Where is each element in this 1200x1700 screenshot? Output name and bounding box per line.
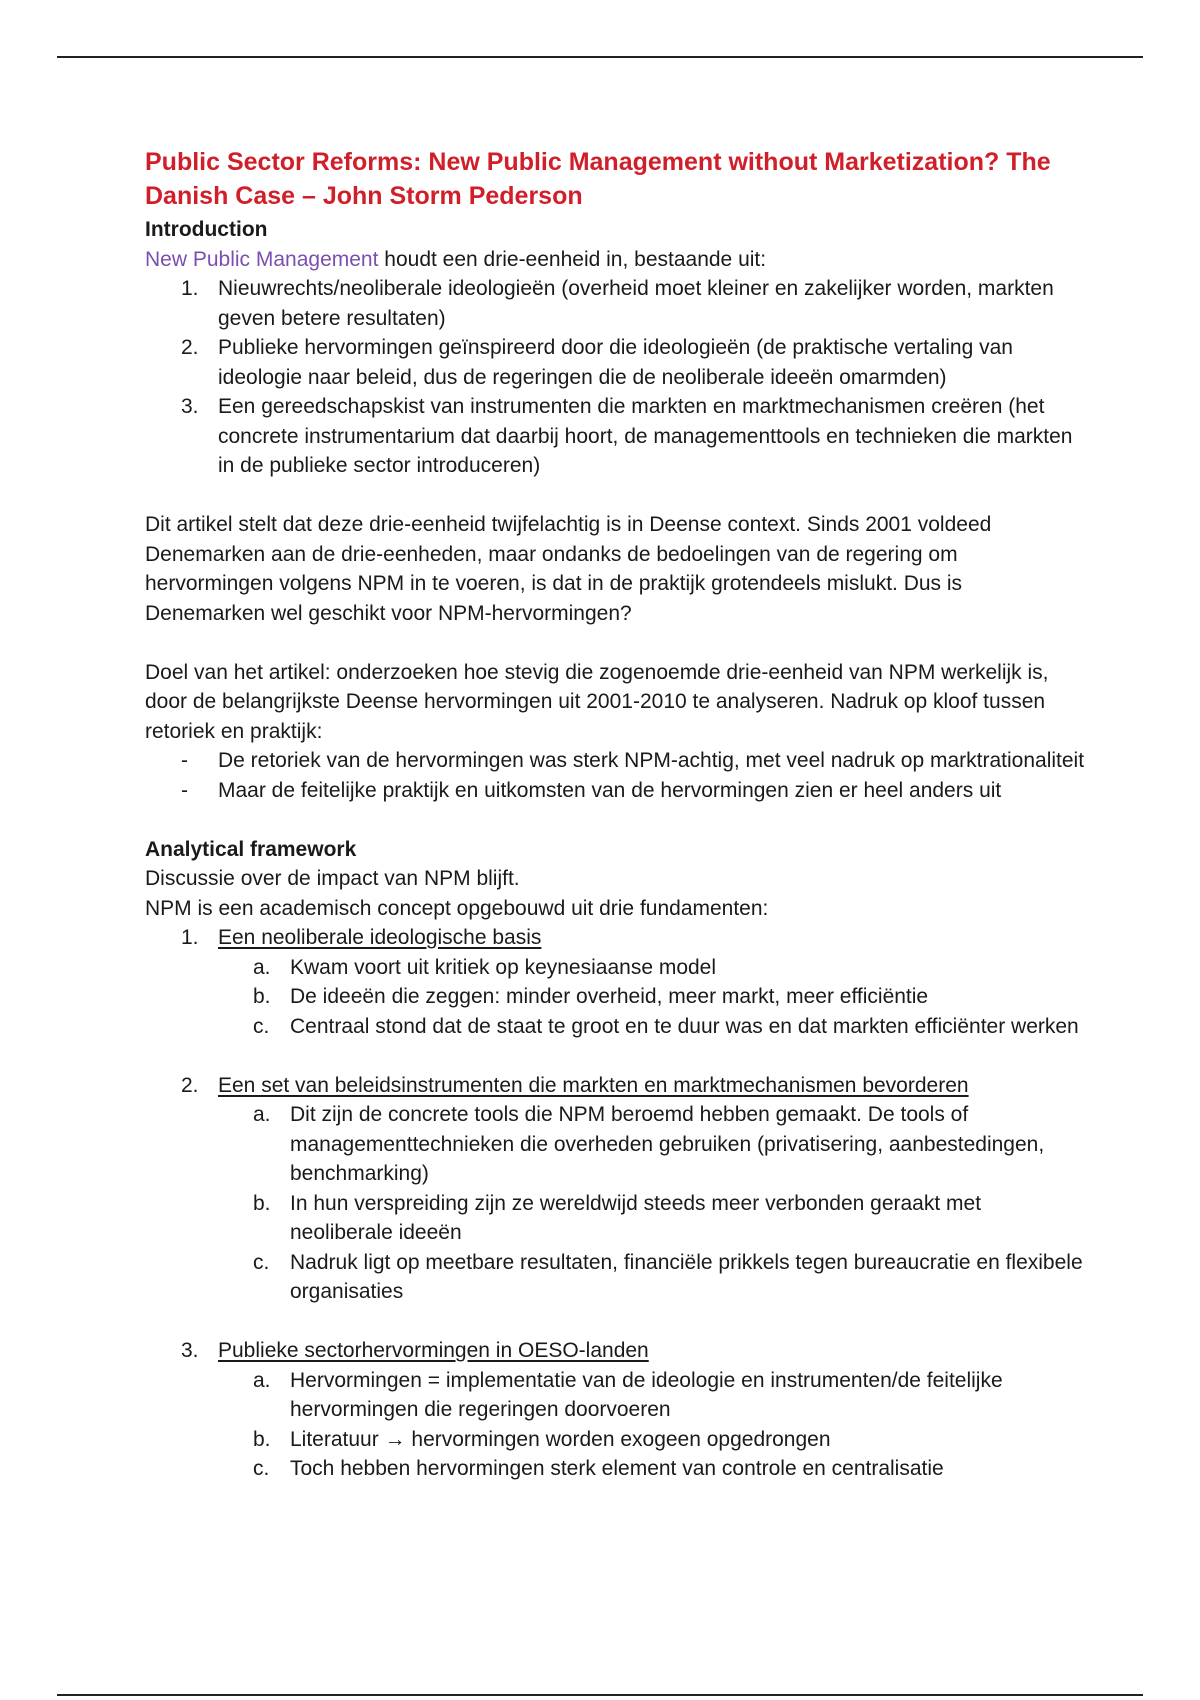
framework-section-2 [145, 1071, 1085, 1101]
sub-item-text: Nadruk ligt op meetbare resultaten, financiële prikkels tegen bureaucratie en flexibele organisaties [290, 1250, 1083, 1303]
sub-item-text: In hun verspreiding zijn ze wereldwijd steeds meer verbonden geraakt met neoliberale ideeën [290, 1191, 982, 1244]
rhetoric-practice-list [145, 746, 1085, 805]
intro-lead-rest: houdt een drie-eenheid in, bestaande uit: [378, 247, 767, 271]
sub-marker: a. [253, 955, 271, 979]
sub-marker: c. [253, 1457, 270, 1480]
sub-item-text: Toch hebben hervormingen sterk element van controle en centralisatie [290, 1457, 944, 1480]
introduction-heading: Introduction [145, 218, 268, 241]
framework-section-1 [145, 923, 1085, 953]
sub-item-text: De ideeën die zeggen: minder overheid, meer markt, meer efficiëntie [290, 985, 929, 1008]
sub-marker: b. [253, 1191, 271, 1215]
section-title: Een set van beleidsinstrumenten die markten en marktmechanismen bevorderen [218, 1073, 969, 1097]
npm-term: New Public Management [145, 247, 379, 271]
list-item-text: Maar de feitelijke praktijk en uitkomsten van de hervormingen zien er heel anders uit [218, 778, 1002, 802]
sub-item-text: Centraal stond dat de staat te groot en te duur was en dat markten efficiënter werken [290, 1014, 1079, 1038]
list-item [145, 333, 1085, 392]
list-item-text: De retoriek van de hervormingen was sterk NPM-achtig, met veel nadruk op marktrationaliteit [218, 749, 1085, 772]
section-title: Een neoliberale ideologische basis [218, 926, 542, 949]
intro-lead [145, 245, 1085, 275]
list-marker: 2. [181, 336, 199, 359]
list-marker: - [181, 778, 188, 802]
list-item [145, 392, 1085, 481]
sub-item [145, 1366, 1085, 1425]
sub-item [145, 1100, 1085, 1189]
trinity-list [145, 274, 1085, 481]
paragraph-context: Dit artikel stelt dat deze drie-eenheid twijfelachtig is in Deense context. Sinds 2001 voldeed Denemarken aan de drie-eenheden, maar ondanks de bedoelingen van de regering om hervormingen volgens NPM in te voeren, is dat in de praktijk grotendeels mislukt. Dus is Denemarken wel geschikt voor NPM-hervormingen? [145, 513, 992, 625]
sub-item-text: Kwam voort uit kritiek op keynesiaanse model [290, 955, 717, 979]
section-title: Publieke sectorhervormingen in OESO-landen [218, 1339, 649, 1362]
top-rule [57, 56, 1143, 58]
framework-heading: Analytical framework [145, 837, 357, 861]
sub-item [145, 1012, 1085, 1042]
sub-item-text: Literatuur → hervormingen worden exogeen opgedrongen [290, 1427, 831, 1451]
list-marker: - [181, 749, 188, 772]
bottom-rule [57, 1694, 1143, 1696]
sub-item [145, 953, 1085, 983]
list-item-text: Publieke hervormingen geïnspireerd door die ideologieën (de praktische vertaling van ideologie naar beleid, dus de regeringen die de neoliberale ideeën omarmden) [218, 336, 1013, 389]
list-item [145, 746, 1085, 776]
sub-marker: c. [253, 1014, 270, 1038]
list-item [145, 776, 1085, 806]
list-marker: 3. [181, 395, 199, 418]
sub-marker: c. [253, 1250, 270, 1274]
list-item [145, 274, 1085, 333]
sub-marker: a. [253, 1103, 271, 1126]
list-marker: 1. [181, 926, 199, 949]
sub-marker: b. [253, 985, 271, 1008]
sub-item [145, 1425, 1085, 1455]
sub-item [145, 1189, 1085, 1248]
list-marker: 2. [181, 1073, 199, 1097]
list-item-text: Nieuwrechts/neoliberale ideologieën (overheid moet kleiner en zakelijker worden, markten geven betere resultaten) [218, 277, 1054, 330]
sub-item [145, 1454, 1085, 1484]
framework-line-2: NPM is een academisch concept opgebouwd uit drie fundamenten: [145, 896, 769, 920]
sub-marker: a. [253, 1368, 271, 1392]
list-item-text: Een gereedschapskist van instrumenten die markten en marktmechanismen creëren (het concrete instrumentarium dat daarbij hoort, de managementtools en technieken die markten in de publieke sector introduceren) [218, 395, 1073, 477]
list-marker: 3. [181, 1339, 199, 1362]
framework-section-3 [145, 1336, 1085, 1366]
list-marker: 1. [181, 277, 199, 300]
sub-item-text: Dit zijn de concrete tools die NPM beroemd hebben gemaakt. De tools of managementtechnieken die overheden gebruiken (privatisering, aanbestedingen, benchmarking) [290, 1103, 1045, 1185]
sub-marker: b. [253, 1427, 271, 1451]
sub-item [145, 982, 1085, 1012]
sub-item-text: Hervormingen = implementatie van de ideologie en instrumenten/de feitelijke hervormingen die regeringen doorvoeren [290, 1368, 1003, 1421]
page-title: Public Sector Reforms: New Public Management without Marketization? The Danish Case – John Storm Pederson [145, 148, 1051, 210]
sub-item [145, 1248, 1085, 1307]
framework-line-1: Discussie over de impact van NPM blijft. [145, 867, 520, 890]
paragraph-aim: Doel van het artikel: onderzoeken hoe stevig die zogenoemde drie-eenheid van NPM werkelijk is, door de belangrijkste Deense hervormingen uit 2001-2010 te analyseren. Nadruk op kloof tussen retoriek en praktijk: [145, 660, 1049, 743]
document-body [145, 145, 1085, 1484]
